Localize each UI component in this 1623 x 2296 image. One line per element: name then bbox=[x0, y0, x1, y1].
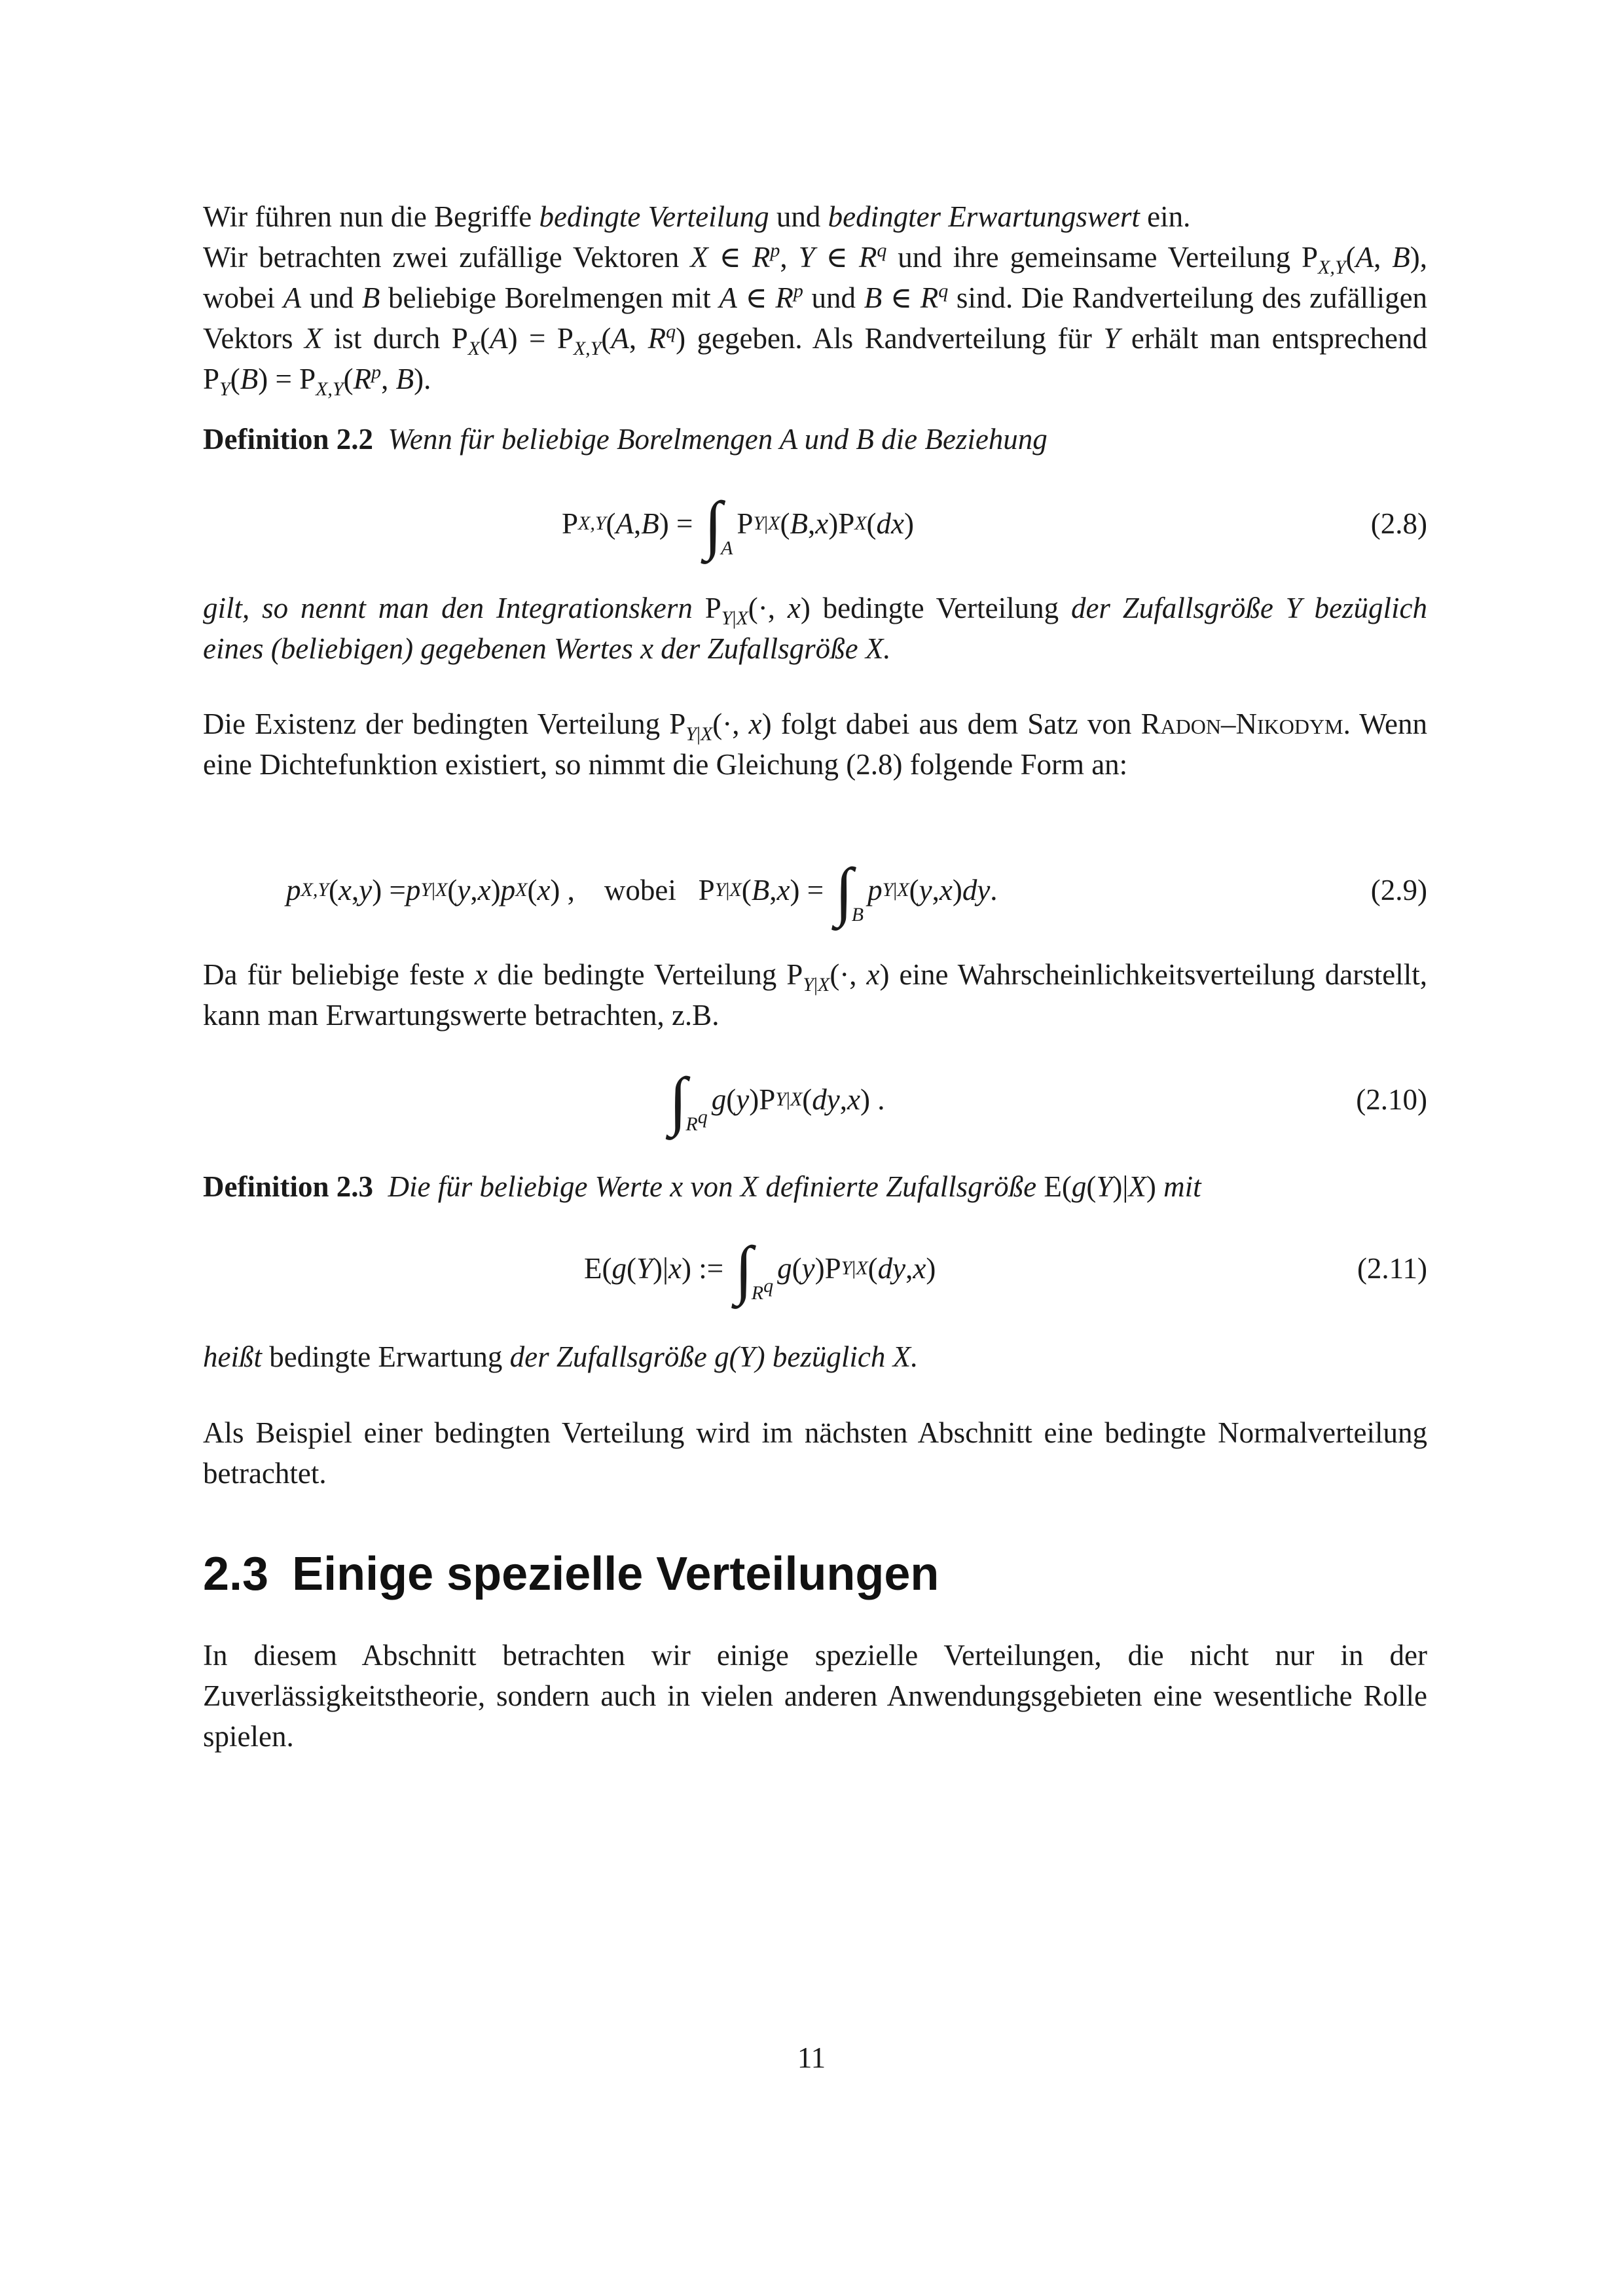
section-number: 2.3 bbox=[203, 1548, 269, 1600]
term-bedingter-erwartungswert: bedingter Erwartungswert bbox=[828, 200, 1140, 233]
definition-2-3-lead: Definition 2.3 Die für beliebige Werte x von X definierte Zufallsgröße E(g(Y)|X) mit bbox=[203, 1170, 1201, 1203]
section-paragraph: In diesem Abschnitt betrachten wir einige spezielle Verteilungen, die nicht nur in der Zuverlässigkeitstheorie, sondern auch in vielen anderen Anwendungsgebieten eine wesentliche Rolle spielen. bbox=[203, 1639, 1427, 1753]
equation-number: (2.10) bbox=[1356, 1083, 1427, 1116]
equation-2-9 bbox=[203, 844, 1427, 936]
equation-number: (2.9) bbox=[1370, 874, 1427, 906]
integral-sign: ∫ bbox=[669, 1064, 687, 1137]
intro-paragraph: Wir führen nun die Begriffe bedingte Verteilung und bedingter Erwartungswert ein. Wir betrachten zwei zufällige Vektoren X ∈ $R^p$, Y ∈ $R^q$ und ihre gemeinsame Verteilung $P_{X,Y}(A$, B), wobei A und B beliebige Borelmengen mit A ∈ $R^p$ und B ∈ $R^q$ sind. Die Randverteilung des zufälligen Vektors X ist durch $P_X(A) = P_{X,Y}(A$, $R^q$) gegeben. Als Randverteilung für Y erhält man entsprechend $P_Y(B) = P_{X,Y}(R^p$, B). bbox=[203, 200, 1428, 400]
integral-sign: ∫ bbox=[735, 1233, 753, 1306]
section-heading bbox=[203, 1545, 1427, 1604]
page-number: 11 bbox=[797, 2041, 826, 2074]
definition-2-2-tail: gilt, so nennt man den Integrationskern $P_{Y|X}(\cdot$, x) bedingte Verteilung der Zufallsgröße Y bezüglich eines (beliebigen) gegebenen Wertes x der Zufallsgröße X. bbox=[203, 592, 1427, 665]
equation-2-8 bbox=[203, 478, 1427, 569]
definition-label: Definition 2.2 bbox=[203, 423, 374, 456]
term-bedingte-verteilung: bedingte Verteilung bbox=[539, 200, 769, 233]
equation-2-11-formula: E( g ( Y )| x ) := ∫ $R^q$ g ( y )P Y|X ( dy , x ) bbox=[584, 1233, 936, 1306]
equation-number: (2.11) bbox=[1357, 1252, 1427, 1285]
expectation-paragraph: Da für beliebige feste x die bedingte Verteilung $P_{Y|X}(\cdot$, x) eine Wahrscheinlichkeitsverteilung darstellt, kann man Erwartungswerte betrachten, z.B. bbox=[203, 958, 1427, 1031]
example-paragraph: Als Beispiel einer bedingten Verteilung wird im nächsten Abschnitt eine bedingte Normalverteilung betrachtet. bbox=[203, 1416, 1427, 1490]
intro-vectors-sentence: Wir betrachten zwei zufällige Vektoren X ∈ $R^p$, Y ∈ $R^q$ und ihre gemeinsame Verteilung $P_{X,Y}(A$, B), wobei A und B beliebige Borelmengen mit A ∈ $R^p$ und B ∈ $R^q$ sind. Die Randverteilung des zufälligen Vektors X ist durch $P_X(A) = P_{X,Y}(A$, $R^q$) gegeben. Als Randverteilung für Y erhält man entsprechend $P_Y(B) = P_{X,Y}(R^p$, B). bbox=[203, 240, 1428, 400]
term-bedingte-erwartung: bedingte Erwartung bbox=[261, 1340, 510, 1373]
definition-label: Definition 2.3 bbox=[203, 1170, 374, 1203]
equation-number: (2.8) bbox=[1370, 507, 1427, 540]
definition-2-3-tail: heißt bedingte Erwartung der Zufallsgröße g(Y) bezüglich X. bbox=[203, 1340, 919, 1373]
equation-2-9-formula: p X,Y ( x , y ) = p Y|X ( y , x ) p X ( x ) , wobei P Y|X ( B , x ) = ∫ B p Y|X ( y , x ) dy . bbox=[286, 855, 998, 927]
section-title: Einige spezielle Verteilungen bbox=[292, 1548, 939, 1600]
equation-2-10 bbox=[203, 1054, 1427, 1145]
intro-text: Wir führen nun die Begriffe bbox=[203, 200, 539, 233]
equation-2-10-formula: ∫ $R^q$ g ( y )P Y|X ( dy , x ) . bbox=[669, 1064, 885, 1137]
integral-sign: ∫ bbox=[835, 855, 853, 927]
integral-sign: ∫ bbox=[704, 488, 723, 561]
radon-nikodym-name: Radon–Nikodym bbox=[1140, 708, 1343, 740]
equation-2-11 bbox=[203, 1223, 1427, 1314]
existence-paragraph: Die Existenz der bedingten Verteilung $P_{Y|X}(\cdot$, x) folgt dabei aus dem Satz von Radon–Nikodym. Wenn eine Dichtefunktion existiert, so nimmt die Gleichung (2.8) folgende Form an: bbox=[203, 708, 1427, 781]
equation-2-8-formula: P X,Y ( A , B ) = ∫ A P Y|X ( B , x )P X ( dx ) bbox=[562, 488, 915, 561]
term-bedingte-verteilung: bedingte Verteilung bbox=[810, 592, 1071, 624]
definition-2-2-lead: Definition 2.2 Wenn für beliebige Borelmengen A und B die Beziehung bbox=[203, 423, 1048, 456]
